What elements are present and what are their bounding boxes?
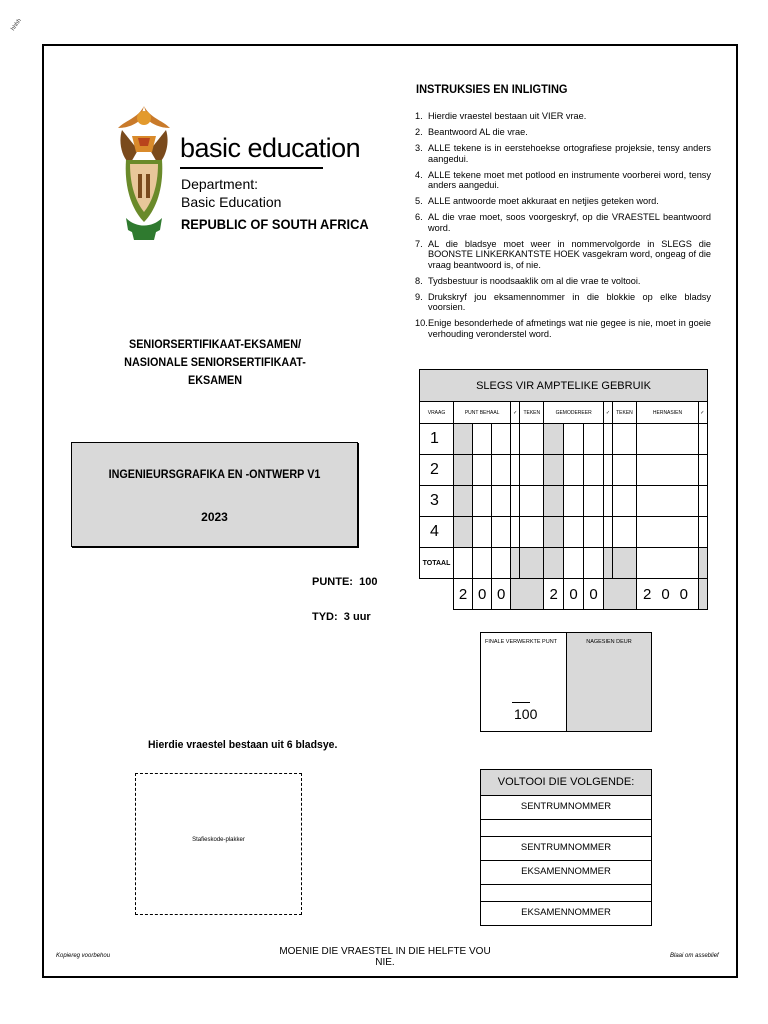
grey-cell (699, 579, 708, 610)
spacer-cell (420, 579, 454, 610)
sign-cell (612, 548, 636, 579)
sign-cell[interactable] (612, 424, 636, 455)
mark-cell[interactable] (454, 455, 473, 486)
official-header-row (420, 402, 708, 424)
mark-cell[interactable] (473, 424, 492, 455)
instruction-item (415, 276, 711, 287)
sign-cell[interactable] (612, 486, 636, 517)
instruction-item (415, 196, 711, 207)
department-line: Basic Education (181, 194, 282, 210)
logo-country: REPUBLIC OF SOUTH AFRICA (181, 216, 369, 232)
fraction-bar (512, 702, 530, 703)
mark-cell[interactable] (636, 455, 698, 486)
sign-cell (520, 548, 544, 579)
final-mark-label: FINALE VERWERKTE PUNT (485, 639, 558, 645)
total-cell[interactable] (492, 548, 511, 579)
instruction-text: ALLE tekene moet met potlood en instrumente voorberei word, tensy anders aangedui. (428, 169, 711, 191)
instruction-item (415, 127, 711, 138)
mark-cell[interactable] (636, 486, 698, 517)
grey-cell (511, 579, 544, 610)
sticker-label: Stafieskode-plakker (192, 837, 245, 843)
mark-cell[interactable] (584, 455, 604, 486)
question-row (420, 455, 708, 486)
logo-department (181, 175, 281, 211)
centre-number-label: SENTRUMNOMMER (480, 837, 652, 861)
total-cell[interactable] (544, 548, 564, 579)
subject-box (71, 442, 358, 547)
subject-year: 2023 (201, 510, 228, 524)
exam-number-label: EKSAMENNOMMER (480, 902, 652, 926)
instruction-number: 2. (415, 126, 423, 137)
max-digit: 2 (454, 579, 473, 610)
tick-cell[interactable] (603, 517, 612, 548)
col-teken: TEKEN (612, 402, 636, 424)
tick-cell (699, 548, 708, 579)
footer-turn-over: Blaai om asseblief (670, 953, 719, 959)
final-mark-box (480, 632, 652, 732)
mark-cell[interactable] (454, 486, 473, 517)
sign-cell[interactable] (520, 424, 544, 455)
question-row (420, 486, 708, 517)
centre-number-field[interactable] (480, 820, 652, 837)
tick-cell[interactable] (511, 424, 520, 455)
sign-cell[interactable] (520, 455, 544, 486)
instruction-item (415, 239, 711, 271)
mark-cell[interactable] (454, 517, 473, 548)
instruction-number: 5. (415, 196, 423, 207)
final-mark-total: 100 (514, 706, 538, 722)
complete-heading: VOLTOOI DIE VOLGENDE: (480, 769, 652, 796)
total-row (420, 548, 708, 579)
mark-cell[interactable] (544, 424, 564, 455)
tick-cell[interactable] (699, 486, 708, 517)
mark-cell[interactable] (492, 424, 511, 455)
col-gemodereer: GEMODEREER (544, 402, 604, 424)
exam-number-label: EKSAMENNOMMER (480, 861, 652, 885)
question-number: 2 (420, 455, 454, 486)
question-row (420, 424, 708, 455)
mark-cell[interactable] (564, 486, 584, 517)
instruction-text: Enige besonderhede of afmetings wat nie gegee is nie, moet in goeie verhouding veronderstel word. (428, 318, 711, 340)
instruction-text: ALLE tekene is in eerstehoekse ortografiese projeksie, tensy anders aangedui. (428, 142, 711, 164)
max-digit: 0 (679, 585, 698, 603)
question-number: 1 (420, 424, 454, 455)
tick-cell[interactable] (603, 424, 612, 455)
max-digit: 0 (492, 579, 511, 610)
pages-note: Hierdie vraestel bestaan uit 6 bladsye. (148, 739, 338, 751)
tick-cell[interactable] (699, 517, 708, 548)
question-number: 3 (420, 486, 454, 517)
tick-cell (603, 548, 612, 579)
mark-cell[interactable] (636, 517, 698, 548)
instruction-number: 7. (415, 238, 423, 249)
mark-cell[interactable] (454, 424, 473, 455)
exam-title-line1: SENIORSERTIFIKAAT-EKSAMEN/ (128, 337, 302, 351)
tick-col: ✓ (511, 402, 520, 424)
subject-name: INGENIEURSGRAFIKA EN -ONTWERP V1 (108, 467, 321, 481)
instruction-text: ALLE antwoorde moet akkuraat en netjies geteken word. (428, 196, 659, 207)
mark-cell[interactable] (636, 424, 698, 455)
instruction-item (415, 111, 711, 122)
instructions-list (415, 111, 711, 345)
instructions-heading: INSTRUKSIES EN INLIGTING (416, 82, 568, 96)
tick-cell[interactable] (511, 455, 520, 486)
max-digit: 0 (661, 585, 680, 603)
tick-cell[interactable] (511, 517, 520, 548)
tick-cell[interactable] (699, 455, 708, 486)
mark-cell[interactable] (584, 424, 604, 455)
final-mark-cell[interactable] (481, 633, 567, 731)
instruction-number: 1. (415, 111, 423, 121)
sign-cell[interactable] (520, 517, 544, 548)
logo-title: basic education (180, 133, 361, 163)
time-label: TYD: (312, 611, 338, 623)
complete-following-box (480, 769, 652, 926)
max-digit: 0 (584, 579, 604, 610)
coat-of-arms-icon (118, 106, 170, 240)
instruction-text: AL die bladsye moet weer in nommervolgorde in SLEGS die BOONSTE LINKERKANTSTE HOEK vasgekram word, ongeag of die vraag beantwoord is, of nie. (428, 238, 711, 270)
barcode-sticker-area (135, 773, 302, 915)
tick-col: ✓ (699, 402, 708, 424)
sign-cell[interactable] (612, 517, 636, 548)
logo-rule (180, 167, 323, 169)
tick-cell[interactable] (603, 455, 612, 486)
question-row (420, 517, 708, 548)
mark-cell[interactable] (492, 486, 511, 517)
mark-cell[interactable] (473, 486, 492, 517)
question-number: 4 (420, 517, 454, 548)
tick-col: ✓ (603, 402, 612, 424)
instruction-item (415, 212, 711, 233)
official-title: SLEGS VIR AMPTELIKE GEBRUIK (420, 370, 708, 402)
mark-cell[interactable] (492, 517, 511, 548)
exam-number-field[interactable] (480, 885, 652, 902)
centre-number-label: SENTRUMNOMMER (480, 796, 652, 820)
marks-label: PUNTE: (312, 576, 353, 588)
total-label: TOTAAL (420, 548, 454, 579)
instruction-text: Beantwoord AL die vrae. (428, 126, 528, 137)
col-teken: TEKEN (520, 402, 544, 424)
mark-cell[interactable] (473, 517, 492, 548)
mark-cell[interactable] (492, 455, 511, 486)
instruction-text: Drukskryf jou eksamennommer in die blokkie op elke bladsy voorsien. (428, 291, 711, 313)
instruction-number: 8. (415, 275, 423, 286)
instruction-number: 4. (415, 169, 423, 180)
col-vraag: VRAAG (420, 402, 454, 424)
total-cell[interactable] (454, 548, 473, 579)
mark-cell[interactable] (584, 486, 604, 517)
sign-cell[interactable] (612, 455, 636, 486)
instruction-number: 6. (415, 212, 423, 223)
mark-cell[interactable] (544, 517, 564, 548)
footer-notice: MOENIE DIE VRAESTEL IN DIE HELFTE VOU NIE. (279, 946, 491, 968)
instruction-item (415, 318, 711, 339)
exam-time (312, 611, 371, 623)
instruction-text: Tydsbestuur is noodsaaklik om al die vrae te voltooi. (428, 275, 641, 286)
max-digit: 2 (544, 579, 564, 610)
max-digit: 0 (564, 579, 584, 610)
total-cell[interactable] (473, 548, 492, 579)
instruction-item (415, 143, 711, 164)
instruction-number: 10. (415, 318, 428, 329)
total-marks (312, 576, 377, 588)
grey-cell (603, 579, 636, 610)
mark-cell[interactable] (564, 424, 584, 455)
official-use-table (419, 369, 708, 610)
instruction-item (415, 292, 711, 313)
footer-copyright: Kopiereg voorbehou (56, 953, 111, 959)
instruction-number: 3. (415, 142, 423, 153)
total-cell[interactable] (636, 548, 698, 579)
max-digit: 2 (642, 585, 662, 603)
max-digit: 0 (473, 579, 492, 610)
tick-cell[interactable] (511, 486, 520, 517)
mark-cell[interactable] (564, 517, 584, 548)
total-cell[interactable] (584, 548, 604, 579)
sign-cell[interactable] (520, 486, 544, 517)
checked-by-cell[interactable] (567, 633, 651, 731)
instruction-number: 9. (415, 291, 423, 302)
max-marks-row (420, 579, 708, 610)
mark-cell[interactable] (544, 486, 564, 517)
exam-title (103, 335, 328, 389)
col-punt-behaal: PUNT BEHAAL (454, 402, 511, 424)
marks-value: 100 (359, 576, 378, 588)
mark-cell[interactable] (584, 517, 604, 548)
instruction-text: AL die vrae moet, soos voorgeskryf, op die VRAESTEL beantwoord word. (428, 212, 711, 233)
col-hernasien: HERNASIEN (636, 402, 698, 424)
instruction-item (415, 170, 711, 191)
instruction-text: Hierdie vraestel bestaan uit VIER vrae. (428, 111, 587, 121)
mark-cell[interactable] (544, 455, 564, 486)
checked-by-label: NAGESIEN DEUR (586, 639, 632, 645)
total-cell[interactable] (564, 548, 584, 579)
corner-mark: hhhh (10, 17, 23, 33)
time-value: 3 uur (343, 611, 371, 623)
mark-cell[interactable] (473, 455, 492, 486)
official-title-row (420, 370, 708, 402)
exam-title-line2: NASIONALE SENIORSERTIFIKAAT-EKSAMEN (124, 355, 306, 387)
department-line: Department: (181, 176, 259, 192)
max-digit (636, 579, 698, 610)
mark-cell[interactable] (564, 455, 584, 486)
tick-cell (511, 548, 520, 579)
tick-cell[interactable] (699, 424, 708, 455)
tick-cell[interactable] (603, 486, 612, 517)
